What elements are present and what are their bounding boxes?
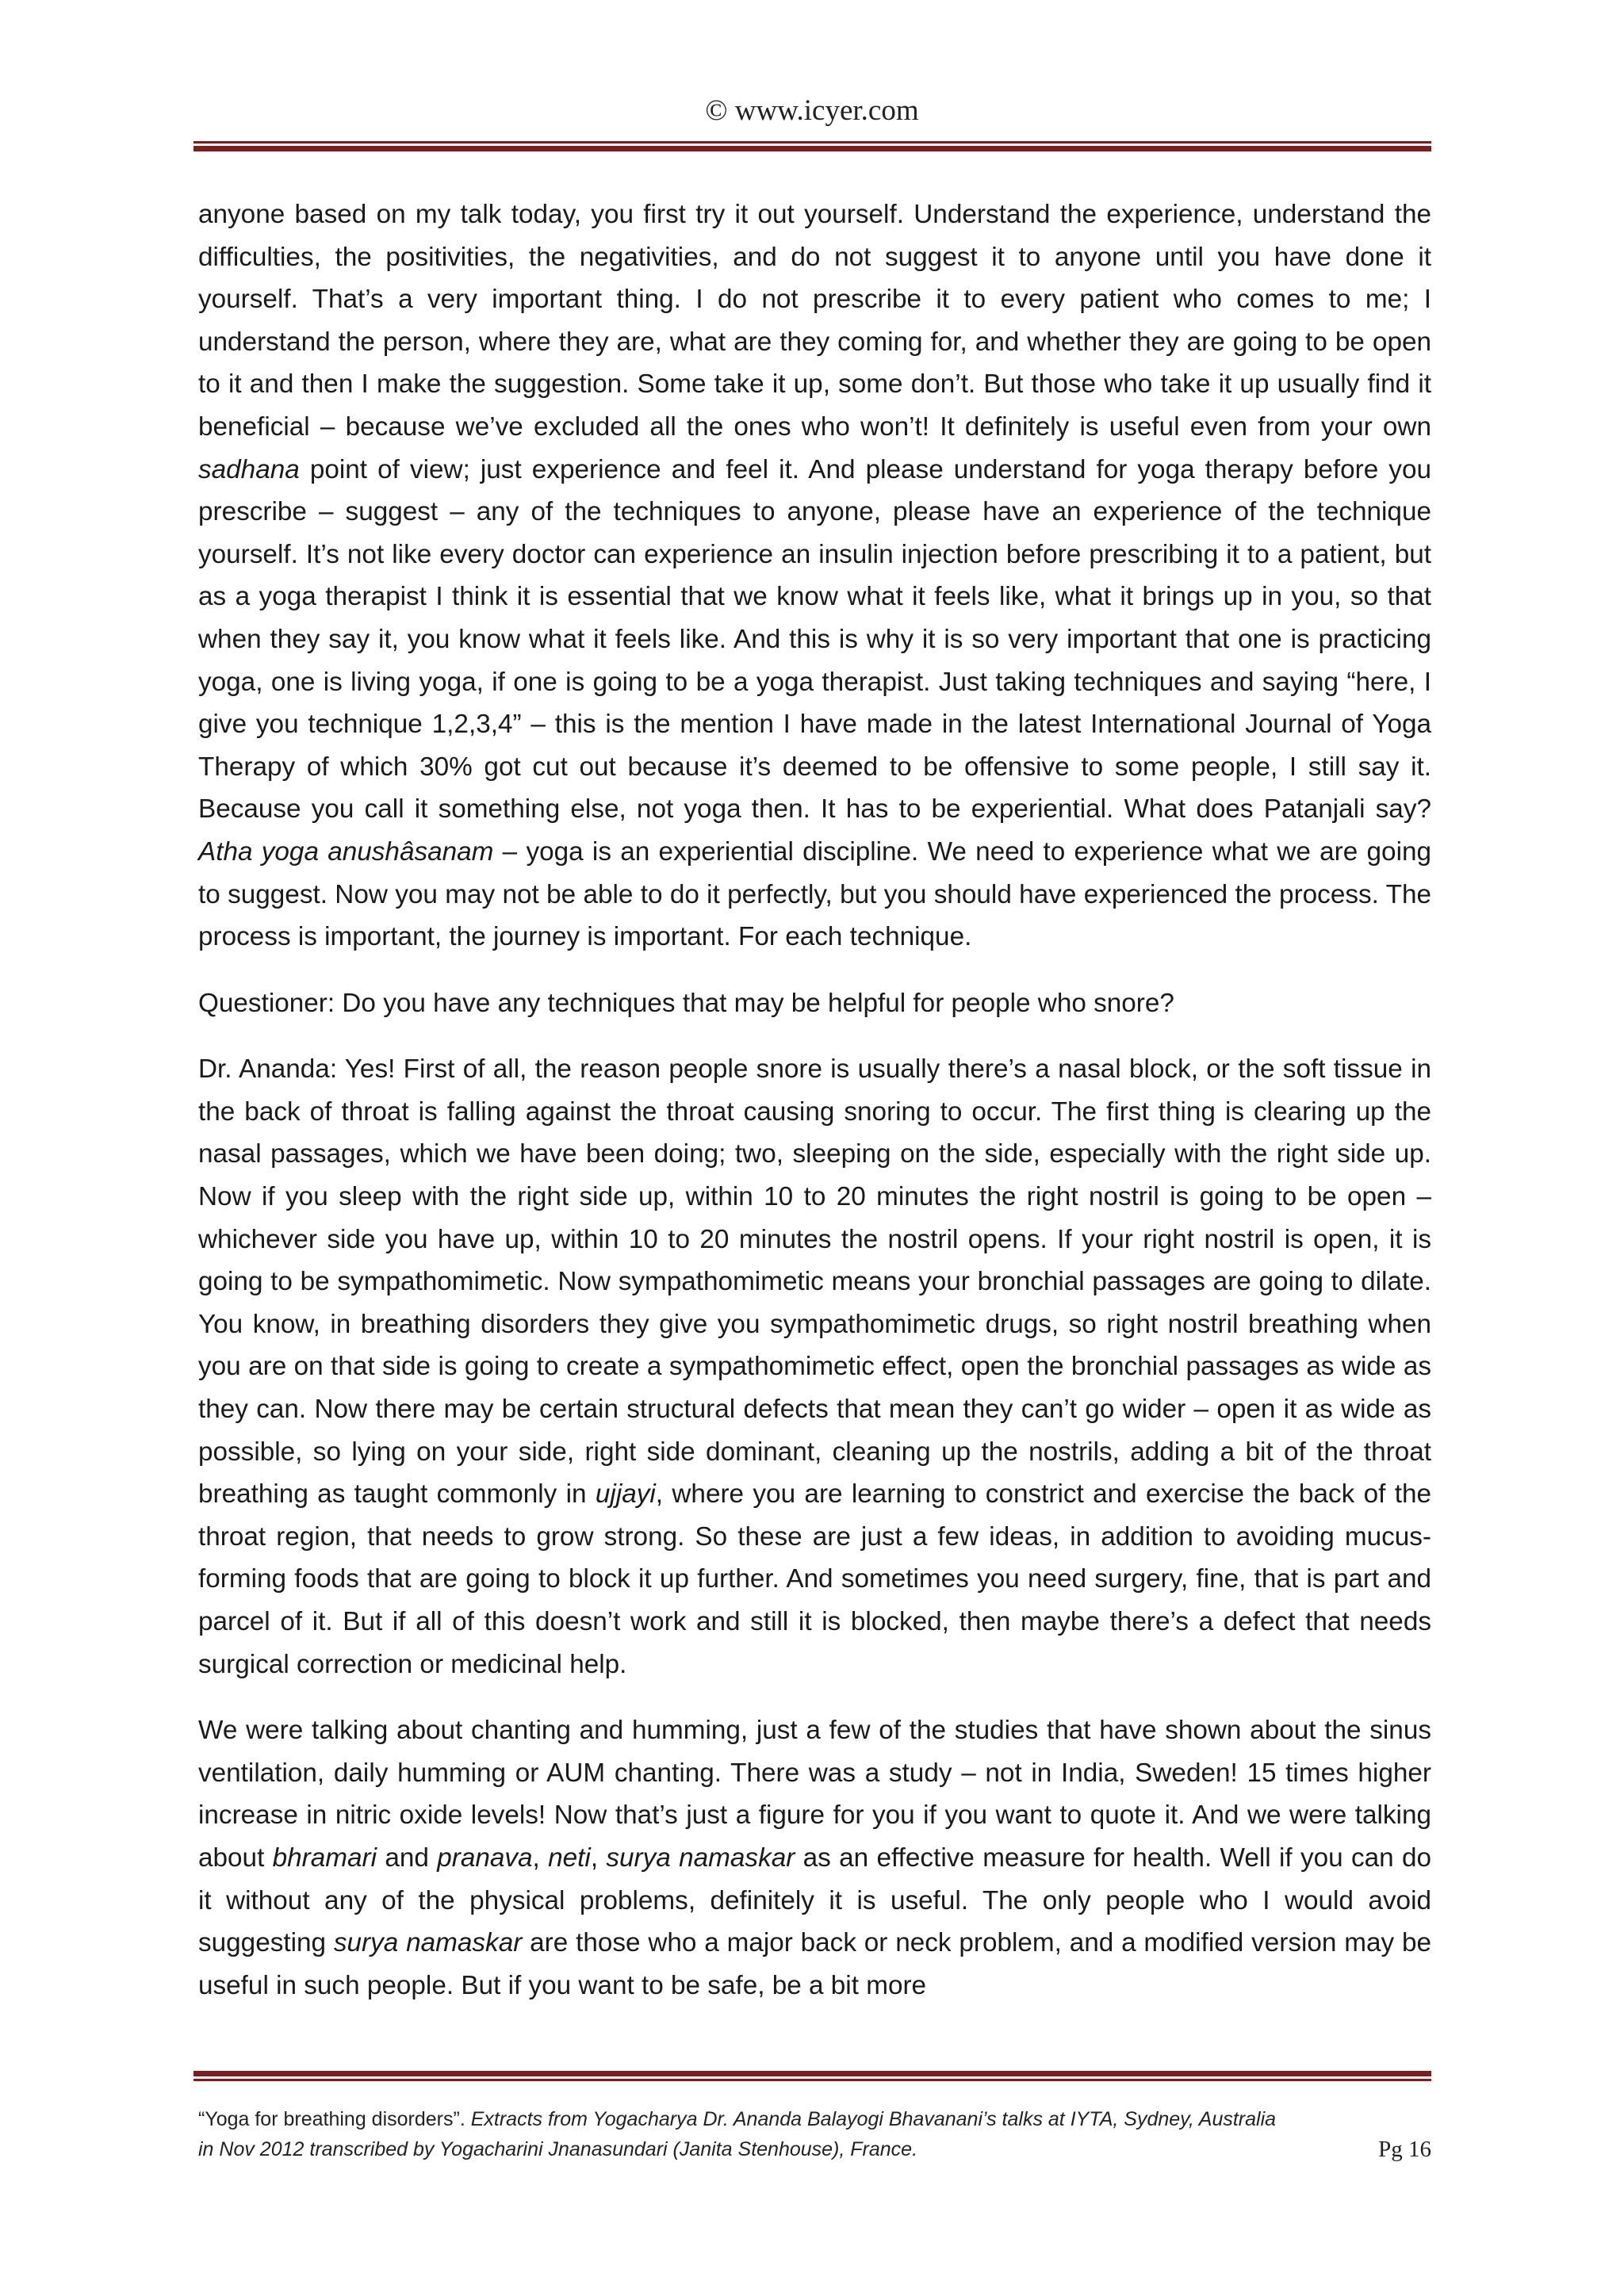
footer-line-2 — [198, 2134, 1431, 2164]
page-header: © www.icyer.com — [705, 94, 919, 127]
text-run: are those who a major back or neck problem, and a modified version may be useful in such people. But if you want to be safe, be a bit more — [198, 1928, 1431, 2000]
footer-line-1 — [198, 2104, 1431, 2134]
text-run: point of view; just experience and feel it. And please understand for yoga therapy before you prescribe – suggest – any of the techniques to anyone, please have an experience of the technique yourself. It’s not like every doctor can experience an insulin injection before prescribing it to a patient, but as a yoga therapist I think it is essential that we know what it feels like, what it brings up in you, so that when they say it, you know what it feels like. And this is why it is so very important that one is practicing yoga, one is living yoga, if one is going to be a yoga therapist. Just taking techniques and saying “here, I give you technique 1,2,3,4” – this is the mention I have made in the latest International Journal of Yoga Therapy of which 30% got cut out because it’s deemed to be offensive to some people, I still say it. Because you call it something else, not yoga then. It has to be experiential. What does Patanjali say? — [198, 454, 1431, 825]
footer-credit-line-2: in Nov 2012 transcribed by Yogacharini Jnanasundari (Janita Stenhouse), France. — [198, 2138, 918, 2160]
italic-term: sadhana — [198, 454, 300, 484]
text-run: – yoga is an experiential discipline. We need to experience what we are going to suggest. Now you may not be able to do it perfectly, but you should have experienced the process. The process is important, the journey is important. For each technique. — [198, 836, 1431, 952]
header-rule — [193, 141, 1431, 151]
italic-term: bhramari — [272, 1843, 377, 1873]
page-footer — [198, 2104, 1431, 2164]
paragraph — [198, 193, 1431, 959]
page-number: Pg 16 — [1378, 2137, 1431, 2162]
text-run: and — [377, 1843, 438, 1873]
text-run: Questioner: Do you have any techniques that may be helpful for people who snore? — [198, 988, 1174, 1018]
paragraph — [198, 982, 1431, 1025]
italic-term: surya namaskar — [606, 1843, 795, 1873]
italic-term: neti — [548, 1843, 591, 1873]
italic-term: surya namaskar — [333, 1928, 523, 1958]
text-run: , — [590, 1843, 607, 1873]
text-run: Dr. Ananda: Yes! First of all, the reason people snore is usually there’s a nasal block, or the soft tissue in the back of throat is falling against the throat causing snoring to occur. The first thing is clearing up the nasal passages, which we have been doing; two, sleeping on the side, especially with the right side up. Now if you sleep with the right side up, within 10 to 20 minutes the right nostril is going to be open – whichever side you have up, within 10 to 20 minutes the nostril opens. If your right nostril is open, it is going to be sympathomimetic. Now sympathomimetic means your bronchial passages are going to dilate. You know, in breathing disorders they give you sympathomimetic drugs, so right nostril breathing when you are on that side is going to create a sympathomimetic effect, open the bronchial passages as wide as they can. Now there may be certain structural defects that mean they can’t go wider – open it as wide as possible, so lying on your side, right side dominant, cleaning up the nostrils, adding a bit of the throat breathing as taught commonly in — [198, 1054, 1431, 1510]
footer-title: “Yoga for breathing disorders”. — [198, 2108, 471, 2130]
italic-term: Atha yoga anushâsanam — [198, 836, 494, 867]
footer-rule — [193, 2071, 1431, 2081]
body-text — [198, 193, 1431, 2030]
footer-credit-line-1: Extracts from Yogacharya Dr. Ananda Balayogi Bhavanani’s talks at IYTA, Sydney, Australia — [470, 2108, 1277, 2130]
text-run: We were talking about chanting and humming, just a few of the studies that have shown about the sinus ventilation, daily humming or AUM chanting. There was a study – not in India, Sweden! 15 times higher increase in nitric oxide levels! Now that’s just a figure for you if you want to quote it. And we were talking about — [198, 1716, 1431, 1873]
text-run: as an effective measure for health. Well if you can do it without any of the physical problems, definitely it is useful. The only people who I would avoid suggesting — [198, 1843, 1431, 1958]
italic-term: ujjayi — [595, 1479, 656, 1510]
italic-term: pranava — [437, 1843, 533, 1873]
paragraph — [198, 1048, 1431, 1686]
text-run: , where you are learning to constrict and exercise the back of the throat region, that needs to grow strong. So these are just a few ideas, in addition to avoiding mucus-forming foods that are going to block it up further. And sometimes you need surgery, fine, that is part and parcel of it. But if all of this doesn’t work and still it is blocked, then maybe there’s a defect that needs surgical correction or medicinal help. — [198, 1479, 1431, 1679]
text-run: , — [532, 1843, 549, 1873]
paragraph — [198, 1709, 1431, 2007]
text-run: anyone based on my talk today, you first try it out yourself. Understand the experience, understand the difficulties, the positivities, the negativities, and do not suggest it to anyone until you have done it yourself. That’s a very important thing. I do not prescribe it to every patient who comes to me; I understand the person, where they are, what are they coming for, and whether they are going to be open to it and then I make the suggestion. Some take it up, some don’t. But those who take it up usually find it beneficial – because we’ve excluded all the ones who won’t! It definitely is useful even from your own — [198, 200, 1431, 442]
